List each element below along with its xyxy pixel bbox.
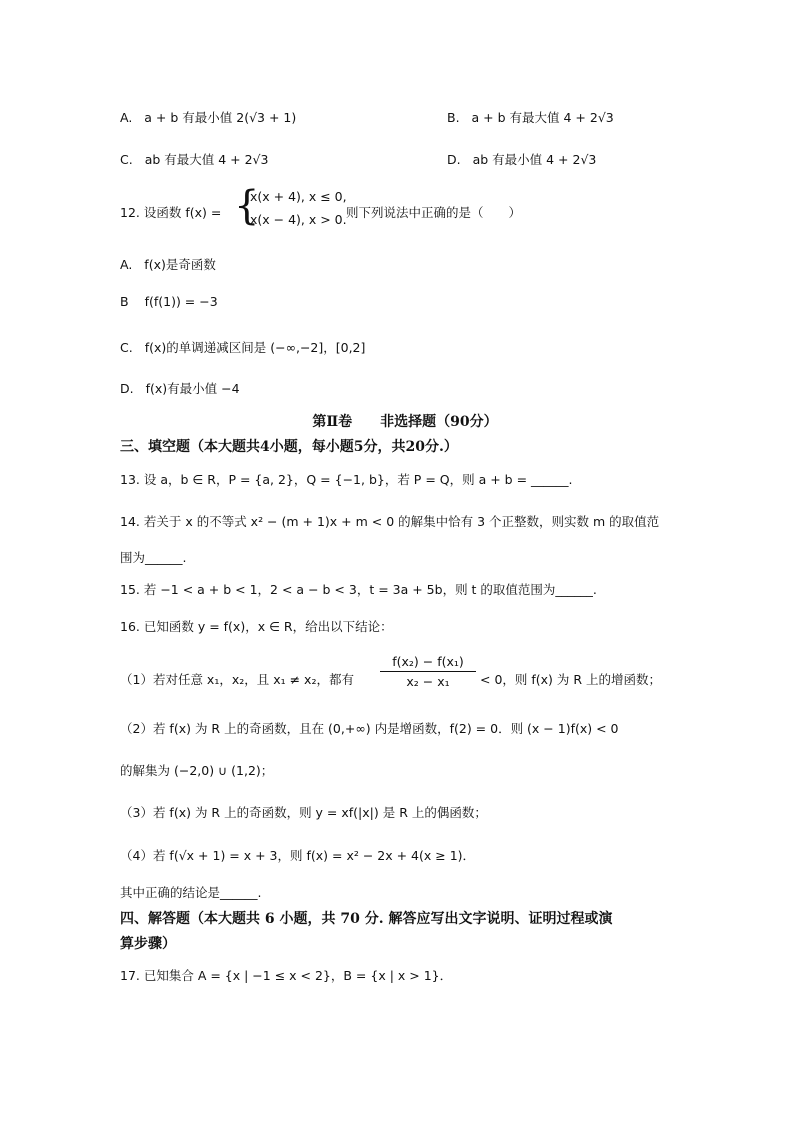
section3-title: 三、填空题（本大题共4小题，每小题5分，共20分.）: [120, 439, 458, 455]
option-d-text: f(x)有最小值 −4: [145, 381, 240, 396]
option-a-label: A.: [120, 257, 133, 272]
piecewise-brace: {: [234, 183, 260, 229]
q12-stem-prefix: 12. 设函数 f(x) =: [120, 205, 222, 220]
q12-case-2: x(x − 4), x > 0.: [250, 212, 347, 227]
q12-option-b: [120, 294, 218, 309]
q13: 13. 设 a，b ∈ R，P = {a, 2}，Q = {−1, b}，若 P = Q，则 a + b = ______.: [120, 472, 573, 487]
q12-option-a: [120, 255, 216, 273]
section4-title-line-1: 四、解答题（本大题共 6 小题，共 70 分. 解答应写出文字说明、证明过程或演: [120, 911, 613, 927]
option-d-label: D.: [447, 152, 461, 167]
option-b-text: f(f(1)) = −3: [144, 294, 218, 309]
q16-c2-line-2: 的解集为 (−2,0) ∪ (1,2)；: [120, 763, 274, 778]
q16-c3: （3）若 f(x) 为 R 上的奇函数，则 y = xf(|x|) 是 R 上的偶函数；: [120, 805, 487, 820]
q15: 15. 若 −1 < a + b < 1，2 < a − b < 3，t = 3a + 5b，则 t 的取值范围为______.: [120, 582, 597, 597]
section4-title-line-2: 算步骤）: [120, 936, 176, 952]
q14-line-1: 14. 若关于 x 的不等式 x² − (m + 1)x + m < 0 的解集中恰有 3 个正整数，则实数 m 的取值范: [120, 514, 660, 529]
option-a-text: f(x)是奇函数: [144, 257, 216, 272]
q16-c1-suffix: < 0，则 f(x) 为 R 上的增函数；: [480, 672, 662, 687]
part2-title: 第Ⅱ卷 非选择题（90分）: [312, 414, 498, 430]
q11-option-d: [447, 150, 596, 168]
option-d-label: D.: [120, 381, 134, 396]
option-b-label: B.: [447, 110, 460, 125]
q17: 17. 已知集合 A = {x | −1 ≤ x < 2}，B = {x | x > 1}．: [120, 968, 453, 983]
fraction-denominator: x₂ − x₁: [406, 674, 450, 689]
option-a-text: a + b 有最小值 2(√3 + 1): [144, 110, 297, 125]
q16-c4: （4）若 f(√x + 1) = x + 3，则 f(x) = x² − 2x + 4(x ≥ 1)．: [120, 848, 476, 863]
q16-c1-prefix: （1）若对任意 x₁，x₂，且 x₁ ≠ x₂，都有: [120, 672, 354, 687]
option-c-label: C.: [120, 152, 133, 167]
option-c-text: f(x)的单调递减区间是 (−∞,−2]，[0,2]: [144, 340, 366, 355]
q12-stem-suffix: 则下列说法中正确的是（ ）: [346, 205, 522, 220]
q11-option-c: [120, 150, 268, 168]
option-c-label: C.: [120, 340, 133, 355]
option-b-text: a + b 有最大值 4 + 2√3: [471, 110, 614, 125]
option-d-text: ab 有最小值 4 + 2√3: [472, 152, 597, 167]
fraction-numerator: f(x₂) − f(x₁): [392, 654, 464, 669]
q11-option-b: [447, 108, 614, 126]
option-c-text: ab 有最大值 4 + 2√3: [144, 152, 269, 167]
q16-c2-line-1: （2）若 f(x) 为 R 上的奇函数，且在 (0,+∞) 内是增函数，f(2) = 0．则 (x − 1)f(x) < 0: [120, 721, 619, 736]
q12-option-d: [120, 379, 240, 397]
q14-line-2: 围为______.: [120, 550, 187, 565]
q12-case-1: x(x + 4), x ≤ 0,: [250, 189, 347, 204]
q11-option-a: [120, 108, 296, 126]
q12-option-c: [120, 338, 365, 356]
option-b-label: B: [120, 294, 129, 309]
q16-conclusion: 其中正确的结论是______.: [120, 885, 262, 900]
option-a-label: A.: [120, 110, 133, 125]
q16-c1-fraction: [380, 654, 476, 689]
q16-stem: 16. 已知函数 y = f(x)，x ∈ R，给出以下结论：: [120, 619, 393, 634]
